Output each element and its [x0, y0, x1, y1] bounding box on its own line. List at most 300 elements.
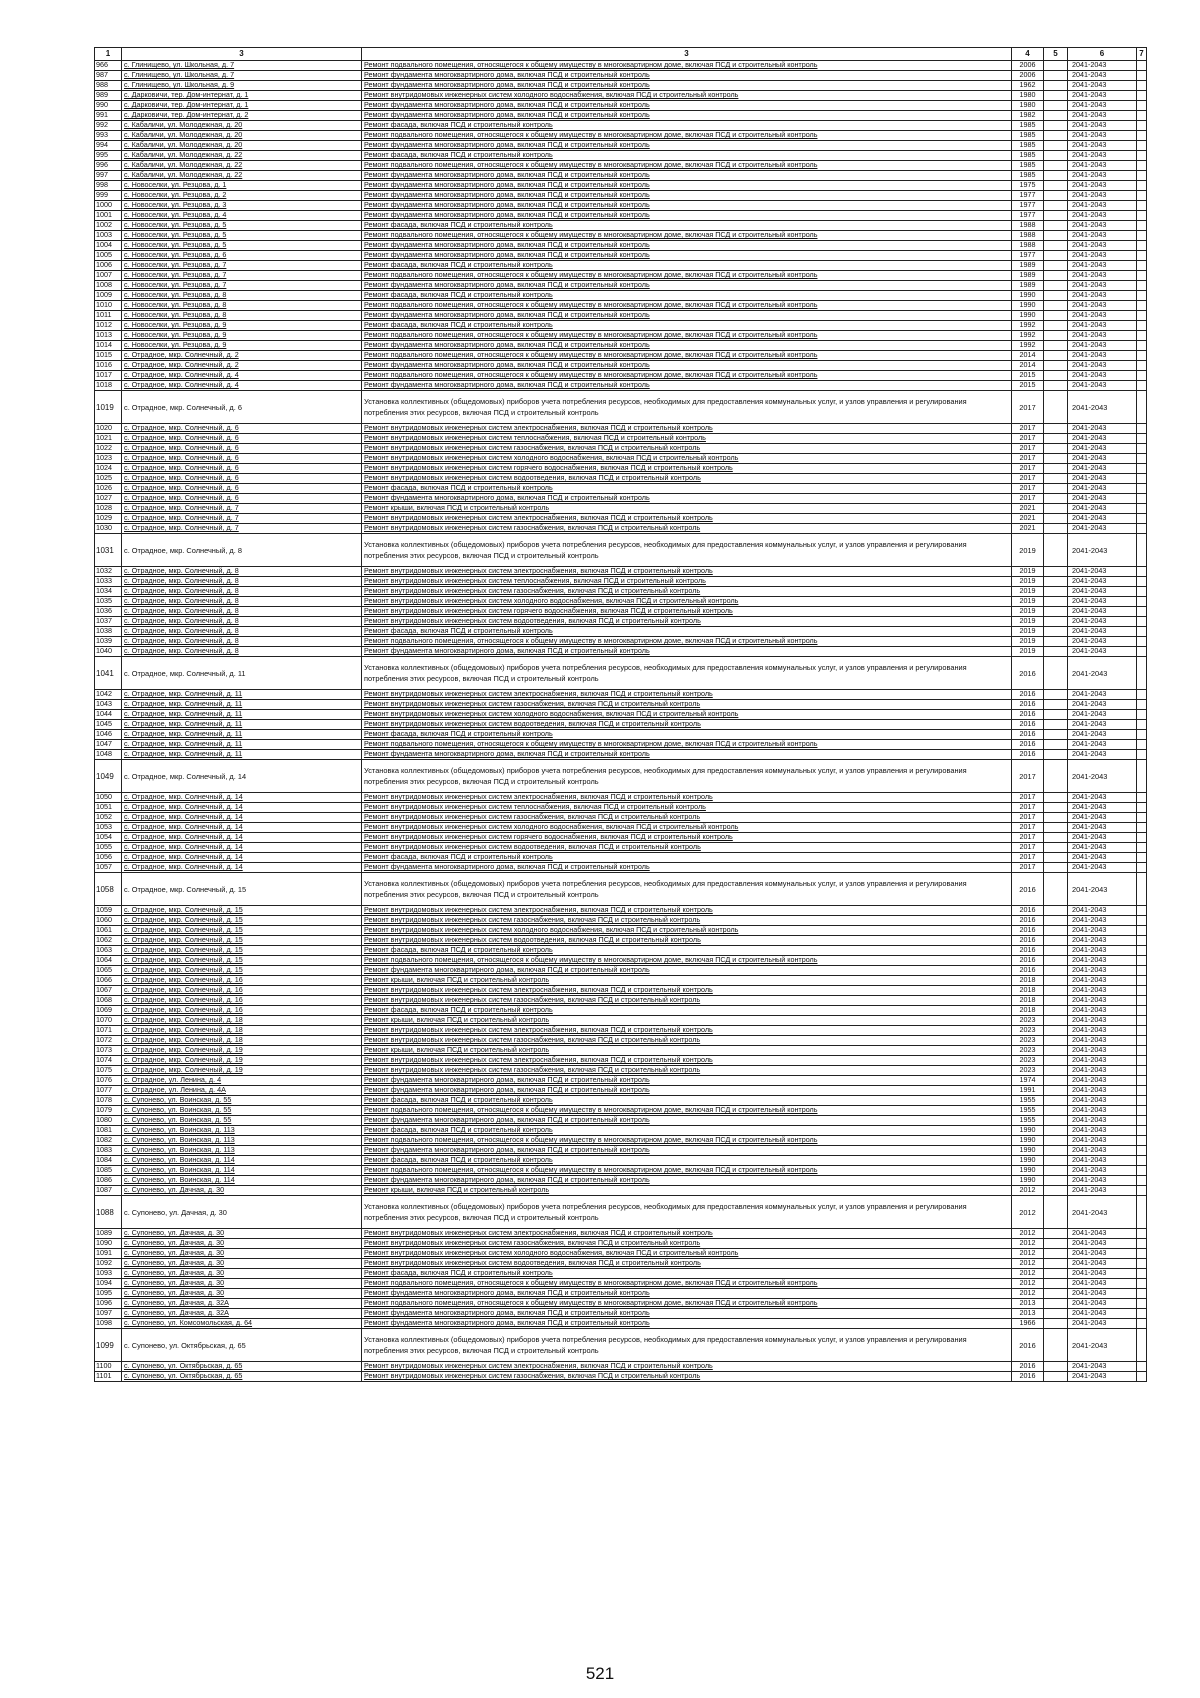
row-number-cell: 1016 [95, 361, 122, 371]
address-cell: с. Отрадное, мкр. Солнечный, д. 14 [122, 843, 362, 853]
table-row [95, 261, 1147, 271]
commissioning-year-cell: 1985 [1012, 141, 1044, 151]
commissioning-year-cell: 2014 [1012, 361, 1044, 371]
column-5-cell [1044, 996, 1068, 1006]
column-5-cell [1044, 1329, 1068, 1362]
column-5-cell [1044, 853, 1068, 863]
row-number-cell: 995 [95, 151, 122, 161]
commissioning-year-cell: 2017 [1012, 853, 1044, 863]
column-7-cell [1137, 474, 1147, 484]
table-row [95, 567, 1147, 577]
work-type-cell: Ремонт фундамента многоквартирного дома, включая ПСД и строительный контроль [362, 201, 1012, 211]
planned-period-cell: 2041-2043 [1068, 1259, 1137, 1269]
address-cell: с. Супонево, ул. Дачная, д. 32А [122, 1309, 362, 1319]
row-number-cell: 1090 [95, 1239, 122, 1249]
column-7-cell [1137, 1196, 1147, 1229]
column-5-cell [1044, 484, 1068, 494]
table-row [95, 301, 1147, 311]
row-number-cell: 1013 [95, 331, 122, 341]
column-7-cell [1137, 61, 1147, 71]
column-7-cell [1137, 587, 1147, 597]
commissioning-year-cell: 2019 [1012, 534, 1044, 567]
commissioning-year-cell: 1989 [1012, 271, 1044, 281]
commissioning-year-cell: 2016 [1012, 916, 1044, 926]
row-number-cell: 989 [95, 91, 122, 101]
planned-period-cell: 2041-2043 [1068, 1046, 1137, 1056]
column-7-cell [1137, 191, 1147, 201]
address-cell: с. Супонево, ул. Дачная, д. 30 [122, 1249, 362, 1259]
column-7-cell [1137, 1046, 1147, 1056]
work-type-cell: Ремонт фундамента многоквартирного дома, включая ПСД и строительный контроль [362, 381, 1012, 391]
address-cell: с. Отрадное, мкр. Солнечный, д. 7 [122, 524, 362, 534]
column-5-cell [1044, 1076, 1068, 1086]
work-type-cell: Ремонт фундамента многоквартирного дома, включая ПСД и строительный контроль [362, 311, 1012, 321]
row-number-cell: 1047 [95, 740, 122, 750]
column-7-cell [1137, 1026, 1147, 1036]
table-row [95, 863, 1147, 873]
commissioning-year-cell: 2023 [1012, 1046, 1044, 1056]
column-7-cell [1137, 211, 1147, 221]
column-5-cell [1044, 986, 1068, 996]
row-number-cell: 1081 [95, 1126, 122, 1136]
work-type-cell: Ремонт внутридомовых инженерных систем электроснабжения, включая ПСД и строительный контроль [362, 1229, 1012, 1239]
commissioning-year-cell: 1988 [1012, 221, 1044, 231]
commissioning-year-cell: 2023 [1012, 1026, 1044, 1036]
planned-period-cell: 2041-2043 [1068, 1289, 1137, 1299]
work-type-cell: Ремонт внутридомовых инженерных систем водоотведения, включая ПСД и строительный контроль [362, 843, 1012, 853]
column-7-cell [1137, 750, 1147, 760]
table-row [95, 833, 1147, 843]
planned-period-cell: 2041-2043 [1068, 1319, 1137, 1329]
table-row [95, 141, 1147, 151]
table-row [95, 321, 1147, 331]
address-cell: с. Отрадное, ул. Ленина, д. 4 [122, 1076, 362, 1086]
table-row [95, 504, 1147, 514]
work-type-cell: Ремонт фундамента многоквартирного дома, включая ПСД и строительный контроль [362, 1076, 1012, 1086]
table-row [95, 1269, 1147, 1279]
commissioning-year-cell: 2016 [1012, 946, 1044, 956]
planned-period-cell: 2041-2043 [1068, 464, 1137, 474]
planned-period-cell: 2041-2043 [1068, 474, 1137, 484]
commissioning-year-cell: 1985 [1012, 171, 1044, 181]
column-5-cell [1044, 201, 1068, 211]
row-number-cell: 991 [95, 111, 122, 121]
address-cell: с. Супонево, ул. Дачная, д. 30 [122, 1239, 362, 1249]
work-type-cell: Ремонт фасада, включая ПСД и строительный контроль [362, 221, 1012, 231]
address-cell: с. Кабаличи, ул. Молодежная, д. 20 [122, 121, 362, 131]
column-7-cell [1137, 657, 1147, 690]
row-number-cell: 1023 [95, 454, 122, 464]
column-5-cell [1044, 381, 1068, 391]
column-7-cell [1137, 1166, 1147, 1176]
commissioning-year-cell: 2021 [1012, 514, 1044, 524]
row-number-cell: 1068 [95, 996, 122, 1006]
row-number-cell: 1077 [95, 1086, 122, 1096]
row-number-cell: 1041 [95, 657, 122, 690]
planned-period-cell: 2041-2043 [1068, 1249, 1137, 1259]
column-5-cell [1044, 141, 1068, 151]
column-7-cell [1137, 1229, 1147, 1239]
header-cell: 1 [95, 48, 122, 61]
column-5-cell [1044, 803, 1068, 813]
column-7-cell [1137, 577, 1147, 587]
planned-period-cell: 2041-2043 [1068, 101, 1137, 111]
planned-period-cell: 2041-2043 [1068, 996, 1137, 1006]
address-cell: с. Новоселки, ул. Резцова, д. 8 [122, 291, 362, 301]
row-number-cell: 1027 [95, 494, 122, 504]
column-7-cell [1137, 1116, 1147, 1126]
work-type-cell: Ремонт фасада, включая ПСД и строительный контроль [362, 261, 1012, 271]
column-7-cell [1137, 1372, 1147, 1382]
table-row [95, 803, 1147, 813]
column-7-cell [1137, 534, 1147, 567]
work-type-cell: Ремонт внутридомовых инженерных систем электроснабжения, включая ПСД и строительный контроль [362, 424, 1012, 434]
column-7-cell [1137, 341, 1147, 351]
row-number-cell: 1086 [95, 1176, 122, 1186]
address-cell: с. Отрадное, мкр. Солнечный, д. 16 [122, 986, 362, 996]
planned-period-cell: 2041-2043 [1068, 710, 1137, 720]
row-number-cell: 1085 [95, 1166, 122, 1176]
column-5-cell [1044, 976, 1068, 986]
address-cell: с. Отрадное, мкр. Солнечный, д. 8 [122, 534, 362, 567]
address-cell: с. Отрадное, мкр. Солнечный, д. 15 [122, 946, 362, 956]
row-number-cell: 1009 [95, 291, 122, 301]
column-5-cell [1044, 906, 1068, 916]
column-5-cell [1044, 251, 1068, 261]
commissioning-year-cell: 2017 [1012, 454, 1044, 464]
address-cell: с. Супонево, ул. Дачная, д. 30 [122, 1289, 362, 1299]
commissioning-year-cell: 2017 [1012, 863, 1044, 873]
commissioning-year-cell: 2015 [1012, 381, 1044, 391]
work-type-cell: Ремонт фасада, включая ПСД и строительный контроль [362, 1156, 1012, 1166]
row-number-cell: 1029 [95, 514, 122, 524]
column-5-cell [1044, 281, 1068, 291]
planned-period-cell: 2041-2043 [1068, 121, 1137, 131]
column-5-cell [1044, 504, 1068, 514]
table-row [95, 494, 1147, 504]
planned-period-cell: 2041-2043 [1068, 906, 1137, 916]
planned-period-cell: 2041-2043 [1068, 61, 1137, 71]
address-cell: с. Отрадное, мкр. Солнечный, д. 14 [122, 853, 362, 863]
address-cell: с. Отрадное, мкр. Солнечный, д. 7 [122, 504, 362, 514]
address-cell: с. Отрадное, мкр. Солнечный, д. 14 [122, 833, 362, 843]
planned-period-cell: 2041-2043 [1068, 91, 1137, 101]
work-type-cell: Ремонт подвального помещения, относящегося к общему имуществу в многоквартирном доме, включая ПСД и строительный контроль [362, 637, 1012, 647]
commissioning-year-cell: 1955 [1012, 1116, 1044, 1126]
address-cell: с. Дарковичи, тер. Дом-интернат, д. 1 [122, 101, 362, 111]
commissioning-year-cell: 2016 [1012, 720, 1044, 730]
commissioning-year-cell: 1985 [1012, 161, 1044, 171]
row-number-cell: 1048 [95, 750, 122, 760]
row-number-cell: 1088 [95, 1196, 122, 1229]
column-5-cell [1044, 171, 1068, 181]
column-5-cell [1044, 1279, 1068, 1289]
column-7-cell [1137, 311, 1147, 321]
address-cell: с. Новоселки, ул. Резцова, д. 2 [122, 191, 362, 201]
commissioning-year-cell: 2016 [1012, 700, 1044, 710]
row-number-cell: 1073 [95, 1046, 122, 1056]
work-type-cell: Установка коллективных (общедомовых) приборов учета потребления ресурсов, необходимых для предоставления коммунальных услуг, и узлов управления и регулирования потребления этих ресурсов, включая ПСД и строительный контроль [362, 873, 1012, 906]
row-number-cell: 1074 [95, 1056, 122, 1066]
planned-period-cell: 2041-2043 [1068, 587, 1137, 597]
commissioning-year-cell: 2012 [1012, 1279, 1044, 1289]
table-row [95, 1086, 1147, 1096]
address-cell: с. Новоселки, ул. Резцова, д. 1 [122, 181, 362, 191]
row-number-cell: 1042 [95, 690, 122, 700]
planned-period-cell: 2041-2043 [1068, 1186, 1137, 1196]
header-cell: 3 [362, 48, 1012, 61]
column-7-cell [1137, 1259, 1147, 1269]
row-number-cell: 996 [95, 161, 122, 171]
planned-period-cell: 2041-2043 [1068, 1239, 1137, 1249]
table-row [95, 1156, 1147, 1166]
column-7-cell [1137, 161, 1147, 171]
column-5-cell [1044, 454, 1068, 464]
table-row [95, 221, 1147, 231]
commissioning-year-cell: 2016 [1012, 1329, 1044, 1362]
column-5-cell [1044, 61, 1068, 71]
commissioning-year-cell: 2017 [1012, 474, 1044, 484]
commissioning-year-cell: 2019 [1012, 627, 1044, 637]
column-5-cell [1044, 1309, 1068, 1319]
commissioning-year-cell: 2006 [1012, 61, 1044, 71]
address-cell: с. Отрадное, мкр. Солнечный, д. 16 [122, 1006, 362, 1016]
row-number-cell: 1015 [95, 351, 122, 361]
commissioning-year-cell: 2017 [1012, 823, 1044, 833]
planned-period-cell: 2041-2043 [1068, 966, 1137, 976]
table-row [95, 111, 1147, 121]
planned-period-cell: 2041-2043 [1068, 321, 1137, 331]
planned-period-cell: 2041-2043 [1068, 730, 1137, 740]
planned-period-cell: 2041-2043 [1068, 151, 1137, 161]
column-5-cell [1044, 261, 1068, 271]
table-row [95, 1016, 1147, 1026]
commissioning-year-cell: 2016 [1012, 966, 1044, 976]
row-number-cell: 1000 [95, 201, 122, 211]
table-row [95, 720, 1147, 730]
planned-period-cell: 2041-2043 [1068, 1229, 1137, 1239]
work-type-cell: Ремонт фундамента многоквартирного дома, включая ПСД и строительный контроль [362, 1309, 1012, 1319]
column-5-cell [1044, 331, 1068, 341]
column-7-cell [1137, 91, 1147, 101]
table-row [95, 710, 1147, 720]
commissioning-year-cell: 1977 [1012, 251, 1044, 261]
column-7-cell [1137, 647, 1147, 657]
column-7-cell [1137, 1249, 1147, 1259]
column-7-cell [1137, 1279, 1147, 1289]
table-row [95, 1026, 1147, 1036]
work-type-cell: Ремонт подвального помещения, относящегося к общему имуществу в многоквартирном доме, включая ПСД и строительный контроль [362, 331, 1012, 341]
work-type-cell: Ремонт подвального помещения, относящегося к общему имуществу в многоквартирном доме, включая ПСД и строительный контроль [362, 1299, 1012, 1309]
planned-period-cell: 2041-2043 [1068, 1372, 1137, 1382]
work-type-cell: Ремонт внутридомовых инженерных систем водоотведения, включая ПСД и строительный контроль [362, 720, 1012, 730]
address-cell: с. Супонево, ул. Воинская, д. 55 [122, 1096, 362, 1106]
commissioning-year-cell: 1966 [1012, 1319, 1044, 1329]
header-cell: 3 [122, 48, 362, 61]
column-5-cell [1044, 424, 1068, 434]
row-number-cell: 1011 [95, 311, 122, 321]
row-number-cell: 1005 [95, 251, 122, 261]
work-type-cell: Ремонт внутридомовых инженерных систем электроснабжения, включая ПСД и строительный контроль [362, 567, 1012, 577]
table-row [95, 361, 1147, 371]
work-type-cell: Ремонт фундамента многоквартирного дома, включая ПСД и строительный контроль [362, 1176, 1012, 1186]
table-row [95, 1329, 1147, 1362]
commissioning-year-cell: 2016 [1012, 1362, 1044, 1372]
planned-period-cell: 2041-2043 [1068, 281, 1137, 291]
planned-period-cell: 2041-2043 [1068, 1309, 1137, 1319]
table-row [95, 454, 1147, 464]
commissioning-year-cell: 2012 [1012, 1196, 1044, 1229]
table-row [95, 281, 1147, 291]
column-5-cell [1044, 1066, 1068, 1076]
column-7-cell [1137, 597, 1147, 607]
column-7-cell [1137, 906, 1147, 916]
work-type-cell: Установка коллективных (общедомовых) приборов учета потребления ресурсов, необходимых для предоставления коммунальных услуг, и узлов управления и регулирования потребления этих ресурсов, включая ПСД и строительный контроль [362, 657, 1012, 690]
row-number-cell: 1067 [95, 986, 122, 996]
row-number-cell: 1031 [95, 534, 122, 567]
commissioning-year-cell: 2016 [1012, 730, 1044, 740]
planned-period-cell: 2041-2043 [1068, 720, 1137, 730]
address-cell: с. Супонево, ул. Октябрьская, д. 65 [122, 1329, 362, 1362]
row-number-cell: 1046 [95, 730, 122, 740]
table-row [95, 71, 1147, 81]
planned-period-cell: 2041-2043 [1068, 181, 1137, 191]
work-type-cell: Ремонт внутридомовых инженерных систем газоснабжения, включая ПСД и строительный контроль [362, 996, 1012, 1006]
table-row [95, 424, 1147, 434]
address-cell: с. Супонево, ул. Воинская, д. 55 [122, 1116, 362, 1126]
commissioning-year-cell: 2023 [1012, 1036, 1044, 1046]
work-type-cell: Ремонт фасада, включая ПСД и строительный контроль [362, 1096, 1012, 1106]
address-cell: с. Новоселки, ул. Резцова, д. 3 [122, 201, 362, 211]
address-cell: с. Отрадное, мкр. Солнечный, д. 6 [122, 474, 362, 484]
table-row [95, 271, 1147, 281]
row-number-cell: 966 [95, 61, 122, 71]
schedule-table-container [94, 47, 1146, 1382]
address-cell: с. Новоселки, ул. Резцова, д. 7 [122, 261, 362, 271]
row-number-cell: 1004 [95, 241, 122, 251]
address-cell: с. Отрадное, мкр. Солнечный, д. 11 [122, 700, 362, 710]
row-number-cell: 1099 [95, 1329, 122, 1362]
row-number-cell: 988 [95, 81, 122, 91]
row-number-cell: 1064 [95, 956, 122, 966]
column-7-cell [1137, 996, 1147, 1006]
work-type-cell: Ремонт внутридомовых инженерных систем электроснабжения, включая ПСД и строительный контроль [362, 906, 1012, 916]
work-type-cell: Ремонт внутридомовых инженерных систем электроснабжения, включая ПСД и строительный контроль [362, 986, 1012, 996]
commissioning-year-cell: 2016 [1012, 710, 1044, 720]
column-7-cell [1137, 251, 1147, 261]
work-type-cell: Ремонт внутридомовых инженерных систем водоотведения, включая ПСД и строительный контроль [362, 617, 1012, 627]
planned-period-cell: 2041-2043 [1068, 750, 1137, 760]
row-number-cell: 1007 [95, 271, 122, 281]
commissioning-year-cell: 2016 [1012, 1372, 1044, 1382]
row-number-cell: 1063 [95, 946, 122, 956]
row-number-cell: 1080 [95, 1116, 122, 1126]
planned-period-cell: 2041-2043 [1068, 1136, 1137, 1146]
work-type-cell: Ремонт фундамента многоквартирного дома, включая ПСД и строительный контроль [362, 1319, 1012, 1329]
column-5-cell [1044, 1096, 1068, 1106]
work-type-cell: Ремонт фундамента многоквартирного дома, включая ПСД и строительный контроль [362, 241, 1012, 251]
table-row [95, 171, 1147, 181]
work-type-cell: Ремонт крыши, включая ПСД и строительный контроль [362, 1186, 1012, 1196]
address-cell: с. Отрадное, мкр. Солнечный, д. 15 [122, 966, 362, 976]
column-7-cell [1137, 171, 1147, 181]
column-7-cell [1137, 1289, 1147, 1299]
work-type-cell: Ремонт внутридомовых инженерных систем газоснабжения, включая ПСД и строительный контроль [362, 524, 1012, 534]
address-cell: с. Отрадное, мкр. Солнечный, д. 6 [122, 391, 362, 424]
column-5-cell [1044, 1319, 1068, 1329]
work-type-cell: Ремонт крыши, включая ПСД и строительный контроль [362, 1046, 1012, 1056]
address-cell: с. Отрадное, мкр. Солнечный, д. 14 [122, 760, 362, 793]
address-cell: с. Отрадное, ул. Ленина, д. 4А [122, 1086, 362, 1096]
column-5-cell [1044, 1056, 1068, 1066]
planned-period-cell: 2041-2043 [1068, 311, 1137, 321]
planned-period-cell: 2041-2043 [1068, 391, 1137, 424]
column-5-cell [1044, 191, 1068, 201]
work-type-cell: Ремонт внутридомовых инженерных систем газоснабжения, включая ПСД и строительный контроль [362, 1239, 1012, 1249]
table-row [95, 131, 1147, 141]
table-row [95, 627, 1147, 637]
commissioning-year-cell: 1990 [1012, 1176, 1044, 1186]
address-cell: с. Отрадное, мкр. Солнечный, д. 11 [122, 740, 362, 750]
address-cell: с. Отрадное, мкр. Солнечный, д. 15 [122, 873, 362, 906]
work-type-cell: Ремонт фундамента многоквартирного дома, включая ПСД и строительный контроль [362, 71, 1012, 81]
row-number-cell: 998 [95, 181, 122, 191]
address-cell: с. Отрадное, мкр. Солнечный, д. 14 [122, 823, 362, 833]
row-number-cell: 1022 [95, 444, 122, 454]
address-cell: с. Супонево, ул. Дачная, д. 32А [122, 1299, 362, 1309]
row-number-cell: 1091 [95, 1249, 122, 1259]
commissioning-year-cell: 2017 [1012, 391, 1044, 424]
capital-repair-schedule-table [94, 47, 1147, 1382]
table-row [95, 1076, 1147, 1086]
work-type-cell: Ремонт фундамента многоквартирного дома, включая ПСД и строительный контроль [362, 101, 1012, 111]
column-7-cell [1137, 1016, 1147, 1026]
row-number-cell: 1072 [95, 1036, 122, 1046]
column-7-cell [1137, 843, 1147, 853]
column-5-cell [1044, 946, 1068, 956]
column-7-cell [1137, 617, 1147, 627]
commissioning-year-cell: 1992 [1012, 341, 1044, 351]
address-cell: с. Отрадное, мкр. Солнечный, д. 14 [122, 793, 362, 803]
table-row [95, 916, 1147, 926]
table-row [95, 976, 1147, 986]
row-number-cell: 1019 [95, 391, 122, 424]
address-cell: с. Отрадное, мкр. Солнечный, д. 11 [122, 730, 362, 740]
address-cell: с. Отрадное, мкр. Солнечный, д. 19 [122, 1066, 362, 1076]
planned-period-cell: 2041-2043 [1068, 853, 1137, 863]
column-7-cell [1137, 454, 1147, 464]
work-type-cell: Ремонт внутридомовых инженерных систем газоснабжения, включая ПСД и строительный контроль [362, 1036, 1012, 1046]
address-cell: с. Новоселки, ул. Резцова, д. 9 [122, 341, 362, 351]
row-number-cell: 1070 [95, 1016, 122, 1026]
work-type-cell: Ремонт внутридомовых инженерных систем холодного водоснабжения, включая ПСД и строительный контроль [362, 454, 1012, 464]
commissioning-year-cell: 1992 [1012, 331, 1044, 341]
address-cell: с. Отрадное, мкр. Солнечный, д. 18 [122, 1036, 362, 1046]
column-5-cell [1044, 690, 1068, 700]
work-type-cell: Ремонт внутридомовых инженерных систем холодного водоснабжения, включая ПСД и строительный контроль [362, 597, 1012, 607]
row-number-cell: 1038 [95, 627, 122, 637]
table-row [95, 251, 1147, 261]
planned-period-cell: 2041-2043 [1068, 71, 1137, 81]
planned-period-cell: 2041-2043 [1068, 434, 1137, 444]
table-row [95, 1056, 1147, 1066]
row-number-cell: 993 [95, 131, 122, 141]
column-7-cell [1137, 916, 1147, 926]
column-7-cell [1137, 946, 1147, 956]
table-row [95, 946, 1147, 956]
address-cell: с. Отрадное, мкр. Солнечный, д. 8 [122, 627, 362, 637]
planned-period-cell: 2041-2043 [1068, 1016, 1137, 1026]
